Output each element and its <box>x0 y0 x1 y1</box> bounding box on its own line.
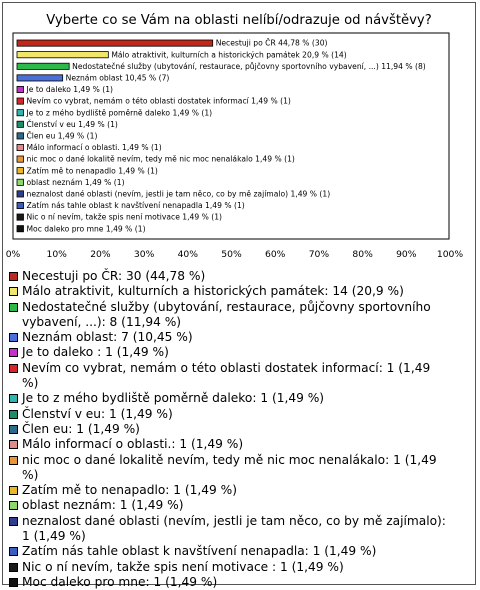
bar-16 <box>17 226 24 232</box>
legend <box>9 269 449 590</box>
legend-label-16: Moc daleko pro mne: 1 (1,49 %) <box>22 574 218 589</box>
legend-label-14: Zatím nás tahle oblast k navštívení nenapadla: 1 (1,49 %) <box>22 544 377 559</box>
legend-item-13 <box>9 514 449 545</box>
bar-5 <box>17 98 24 104</box>
legend-swatch-0 <box>9 272 18 281</box>
legend-swatch-9 <box>9 440 18 449</box>
x-tick-label-3: 30% <box>133 249 155 260</box>
legend-item-16 <box>9 575 449 590</box>
legend-swatch-15 <box>9 563 18 572</box>
legend-label-0: Necestuji po ČR: 30 (44,78 %) <box>22 269 206 283</box>
bar-label-1: Málo atraktivit, kulturních a historických památek 20,9 % (14) <box>111 50 347 60</box>
legend-swatch-4 <box>9 348 18 357</box>
legend-swatch-13 <box>9 517 18 526</box>
legend-swatch-6 <box>9 394 18 403</box>
x-tick-label-0: 0% <box>5 249 21 260</box>
legend-label-11: Zatím mě to nenapadlo: 1 (1,49 %) <box>22 483 237 498</box>
bar-label-0: Necestuji po ČR 44,78 % (30) <box>215 38 328 48</box>
legend-label-6: Je to z mého bydliště poměrně daleko: 1 (1,49 %) <box>22 391 325 406</box>
bar-13 <box>17 191 24 197</box>
bar-1 <box>17 52 108 58</box>
legend-label-10: nic moc o dané lokalitě nevím, tedy mě nic moc nenalákalo: 1 (1,49 %) <box>22 452 437 482</box>
legend-swatch-3 <box>9 333 18 342</box>
legend-swatch-8 <box>9 425 18 434</box>
legend-label-15: Nic o ní nevím, takže spis není motivace : 1 (1,49 %) <box>22 559 344 574</box>
bar-label-4: Je to daleko 1,49 % (1) <box>26 85 114 95</box>
legend-swatch-11 <box>9 486 18 495</box>
x-tick-label-4: 40% <box>177 249 199 260</box>
bar-label-6: Je to z mého bydliště poměrně daleko 1,49 % (1) <box>26 108 213 118</box>
legend-item-0 <box>9 269 449 284</box>
bar-15 <box>17 214 24 220</box>
legend-item-4 <box>9 345 449 360</box>
bar-12 <box>17 179 24 185</box>
legend-swatch-14 <box>9 547 18 556</box>
bar-chart <box>3 3 477 265</box>
bar-14 <box>17 202 24 208</box>
legend-label-13: neznalost dané oblasti (nevím, jestli je tam něco, co by mě zajímalo): 1 (1,49 %) <box>22 513 446 544</box>
bar-11 <box>17 168 24 174</box>
bar-label-9: Málo informací o oblasti. 1,49 % (1) <box>26 143 162 153</box>
x-tick-label-7: 70% <box>308 249 330 260</box>
legend-item-3 <box>9 330 449 345</box>
bar-label-10: nic moc o dané lokalitě nevím, tedy mě nic moc nenalákalo 1,49 % (1) <box>26 154 295 164</box>
bar-label-3: Neznám oblast 10,45 % (7) <box>65 73 170 83</box>
bar-label-14: Zatím nás tahle oblast k navštívení nenapadla 1,49 % (1) <box>26 201 245 211</box>
chart-title: Vyberte co se Vám na oblasti nelíbí/odrazuje od návštěvy? <box>46 13 432 28</box>
bar-10 <box>17 156 24 162</box>
chart-frame <box>2 2 476 589</box>
x-tick-label-9: 90% <box>396 249 417 260</box>
legend-swatch-7 <box>9 410 18 419</box>
legend-swatch-12 <box>9 501 18 510</box>
legend-swatch-16 <box>9 578 18 587</box>
legend-item-6 <box>9 391 449 406</box>
legend-item-10 <box>9 453 449 484</box>
legend-item-5 <box>9 361 449 392</box>
bar-label-13: neznalost dané oblasti (nevím, jestli je tam něco, co by mě zajímalo) 1,49 % (1) <box>26 189 331 199</box>
bar-label-11: Zatím mě to nenapadlo 1,49 % (1) <box>26 166 158 176</box>
bar-label-5: Nevím co vybrat, nemám o této oblasti dostatek informací 1,49 % (1) <box>26 96 291 106</box>
legend-label-2: Nedostatečné služby (ubytování, restaurace, půjčovny sportovního vybavení, ...): 8 (11,94 %) <box>22 299 431 329</box>
legend-item-9 <box>9 437 449 452</box>
bar-9 <box>17 144 24 150</box>
legend-swatch-2 <box>9 303 18 312</box>
legend-item-1 <box>9 284 449 299</box>
bar-4 <box>17 86 24 92</box>
bar-0 <box>17 40 213 46</box>
legend-item-12 <box>9 498 449 513</box>
legend-item-11 <box>9 483 449 498</box>
legend-label-4: Je to daleko : 1 (1,49 %) <box>22 345 169 360</box>
legend-swatch-1 <box>9 287 18 296</box>
legend-item-7 <box>9 407 449 422</box>
legend-item-8 <box>9 422 449 437</box>
legend-label-9: Málo informací o oblasti.: 1 (1,49 %) <box>22 437 244 452</box>
legend-item-14 <box>9 544 449 559</box>
bar-label-15: Nic o ní nevím, takže spis není motivace 1,49 % (1) <box>26 212 223 222</box>
x-tick-label-10: 100% <box>436 249 464 260</box>
bar-label-12: oblast neznám 1,49 % (1) <box>26 177 125 187</box>
x-axis-ticks <box>6 249 464 260</box>
legend-label-7: Členství v eu: 1 (1,49 %) <box>22 406 173 421</box>
bar-2 <box>17 63 69 69</box>
bar-3 <box>17 75 63 81</box>
bar-6 <box>17 110 24 116</box>
x-tick-label-6: 60% <box>264 249 286 260</box>
bar-label-2: Nedostatečné služby (ubytování, restaurace, půjčovny sportovního vybavení, ...) 11,94 % (8) <box>72 61 426 71</box>
legend-swatch-10 <box>9 456 18 465</box>
legend-label-3: Neznám oblast: 7 (10,45 %) <box>22 330 193 345</box>
legend-item-2 <box>9 300 449 331</box>
bar-label-7: Členství v eu 1,49 % (1) <box>26 119 118 129</box>
x-tick-label-2: 20% <box>90 249 111 260</box>
legend-label-1: Málo atraktivit, kulturních a historických památek: 14 (20,9 %) <box>22 284 404 299</box>
x-tick-label-5: 50% <box>221 249 242 260</box>
bar-label-16: Moc daleko pro mne 1,49 % (1) <box>26 224 146 234</box>
x-tick-label-8: 80% <box>352 249 373 260</box>
x-tick-label-1: 10% <box>46 249 67 260</box>
bar-7 <box>17 121 24 127</box>
legend-item-15 <box>9 560 449 575</box>
bar-label-8: Člen eu 1,49 % (1) <box>26 131 98 141</box>
legend-label-8: Člen eu: 1 (1,49 %) <box>22 421 140 436</box>
legend-label-5: Nevím co vybrat, nemám o této oblasti dostatek informací: 1 (1,49 %) <box>22 360 431 391</box>
legend-swatch-5 <box>9 364 18 373</box>
legend-label-12: oblast neznám: 1 (1,49 %) <box>22 498 184 513</box>
bar-8 <box>17 133 24 139</box>
